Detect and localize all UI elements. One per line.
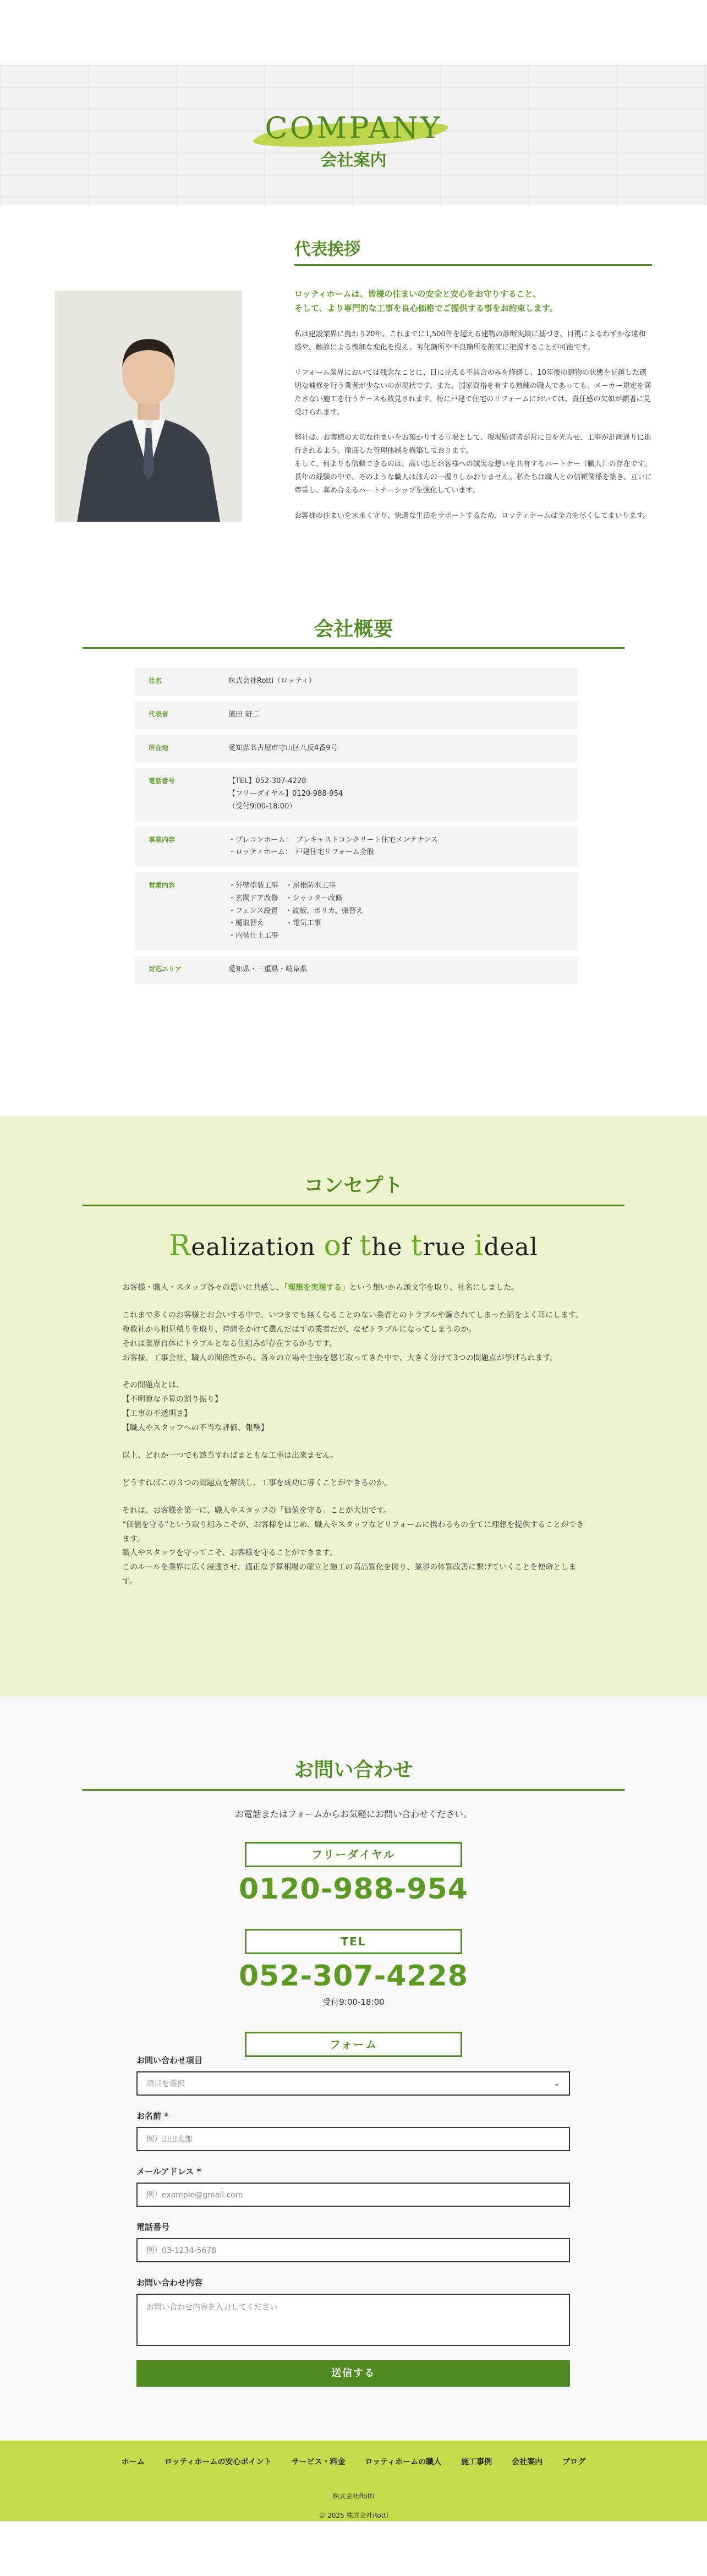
- chevron-down-icon: ⌄: [553, 2079, 560, 2088]
- site-header: [0, 0, 707, 65]
- submit-button[interactable]: 送信する: [136, 2360, 570, 2387]
- row-value: 【TEL】052-307-4228 【フリーダイヤル】0120-988-954 （受付9:00-18:00）: [228, 777, 343, 811]
- email-label: メールアドレス *: [136, 2167, 201, 2176]
- title-underline: [83, 647, 624, 649]
- slogan-initial: R: [169, 1229, 191, 1262]
- message-placeholder: お問い合わせ内容を入力してください: [146, 2303, 277, 2312]
- row-key: 営業内容: [149, 882, 176, 889]
- slogan-initial: t: [359, 1229, 372, 1262]
- slogan-word: he: [371, 1233, 411, 1261]
- person-portrait-image: [55, 291, 242, 522]
- footer-link-home[interactable]: ホーム: [121, 2458, 145, 2466]
- email-input[interactable]: [136, 2183, 570, 2207]
- contact-form: [136, 2054, 570, 2387]
- concept-paragraph: それは、お客様を第一に、職人やスタッフの「価値を守る」ことが大切です。 “価値を守る”という取り組みこそが、お客様をはじめ、職人やスタッフなどリフォームに携わるもの全てに理想を提供することができます。 職人やスタッフを守ってこそ、お客様を守ることができます。 このルールを業界に広く浸透させ、適正な予算相場の確立と施工の高品質化を図り、業界の体質改善に繋げていくことを使命とします。: [122, 1506, 584, 1587]
- table-row: [135, 701, 578, 729]
- phone-label: 電話番号: [136, 2222, 170, 2232]
- row-value: ・プレコンホーム： プレキャストコンクリート住宅メンテナンス ・ロッティホーム： 戸建住宅リフォーム全般: [228, 835, 438, 857]
- row-value: 濱田 研二: [228, 710, 260, 719]
- greeting-title: 代表挨拶: [294, 236, 652, 266]
- contact-section: [0, 1697, 707, 2441]
- concept-paragraph: これまで多くのお客様とお会いする中で、いつまでも無くなることのない業者とのトラブルや騙されてしまった話をよく耳にします。 複数社から相見積りを取り、時間をかけて選んだはずの業者だが、なぜトラブルになってしまうのか。 それは業界自体にトラブルとなる仕組みが存在するからです。 お客様、工事会社、職人の関係性から、各々の立場や主張を感じ取ってきた中で、大きく分けて3つの問題点が挙げられます。: [122, 1310, 584, 1363]
- intro-text: という想いから頭文字を取り、社名にしました。: [349, 1283, 519, 1292]
- title-underline: [83, 1205, 624, 1206]
- tel-number-link[interactable]: 052-307-4228: [239, 1960, 468, 1993]
- phone-placeholder: 例）03-1234-5678: [146, 2246, 217, 2255]
- footer-nav: [0, 2441, 707, 2467]
- slogan-initial: o: [324, 1229, 342, 1262]
- freedial-number-link[interactable]: 0120-988-954: [239, 1873, 468, 1906]
- concept-section: [0, 1116, 707, 1697]
- row-key: 対応エリア: [149, 965, 182, 973]
- slogan-word: f: [341, 1233, 360, 1261]
- row-value: 愛知県・三重県・岐阜県: [228, 965, 308, 973]
- table-row: [135, 827, 578, 867]
- intro-text: お客様・職人・スタッフ各々の思いに共感し、: [122, 1283, 284, 1292]
- row-key: 代表者: [149, 710, 169, 718]
- table-row: [135, 735, 578, 763]
- inquiry-item-label: お問い合わせ項目: [136, 2055, 203, 2065]
- email-placeholder: 例）example@gmail.com: [146, 2191, 243, 2200]
- footer-link-blog[interactable]: ブログ: [562, 2458, 586, 2466]
- table-row: [135, 956, 578, 984]
- concept-paragraph: どうすればこの３つの問題点を解決し、工事を成功に導くことができるのか。: [122, 1478, 392, 1487]
- overview-table: [135, 668, 578, 989]
- footer-link-craftsmen[interactable]: ロッティホームの職人: [365, 2458, 442, 2466]
- select-value: 項目を選択: [146, 2080, 185, 2088]
- row-value: 株式会社Rotti（ロッティ）: [228, 677, 316, 685]
- message-textarea[interactable]: [136, 2294, 570, 2346]
- footer-link-service[interactable]: サービス・料金: [291, 2458, 346, 2466]
- slogan-initial: i: [474, 1229, 484, 1262]
- footer-link-company[interactable]: 会社案内: [512, 2458, 543, 2466]
- form-label: フォーム: [245, 2032, 462, 2057]
- slogan-word: deal: [484, 1233, 538, 1261]
- concept-body: [122, 1281, 584, 1603]
- business-hours: 受付9:00-18:00: [322, 1997, 385, 2007]
- concept-paragraph: その問題点とは、 【不明瞭な予算の割り振り】 【工事の不透明さ】 【職人やスタッフへの不当な評価、報酬】: [122, 1381, 268, 1433]
- freedial-label: フリーダイヤル: [245, 1842, 462, 1867]
- hero-banner: [0, 65, 707, 205]
- slogan-word: rue: [423, 1233, 474, 1261]
- table-row: [135, 768, 578, 821]
- inquiry-item-select[interactable]: [136, 2071, 570, 2096]
- name-input[interactable]: [136, 2127, 570, 2151]
- representative-photo: [55, 291, 242, 522]
- copyright: © 2025 株式会社Rotti: [319, 2512, 388, 2519]
- tel-label: TEL: [245, 1929, 462, 1954]
- greeting-lead: ロッティホームは、皆様の住まいの安全と安心をお守りすること、 そして、より専門的な工事を良心価格でご提供する事をお約束します。: [294, 289, 558, 314]
- greeting-paragraph: 私は建設業界に携わり20年、これまでに1,500件を超える建物の診断実績に基づき、目視によるわずかな違和感や、触診による微細な変化を捉え、劣化箇所や不良箇所を的確に把握することが可能です。: [294, 330, 646, 352]
- greeting-section: [0, 205, 707, 596]
- row-key: 事業内容: [149, 835, 176, 844]
- concept-intro: [122, 1281, 584, 1295]
- hero-title-en: COMPANY: [265, 111, 442, 145]
- greeting-paragraph: お客様の住まいを末永く守り、快適な生活をサポートするため、ロッティホームは全力を尽くしてまいります。: [294, 512, 650, 521]
- name-placeholder: 例）山田太郎: [146, 2135, 193, 2144]
- message-label: お問い合わせ内容: [136, 2278, 203, 2288]
- footer-company-name: 株式会社Rotti: [332, 2492, 375, 2500]
- concept-title: コンセプト: [304, 1174, 403, 1197]
- row-key: 電話番号: [149, 777, 176, 785]
- title-underline: [83, 1789, 624, 1791]
- slogan-word: ealization: [191, 1233, 324, 1261]
- name-label: お名前 *: [136, 2111, 169, 2121]
- row-value: 愛知県名古屋市守山区八反4番9号: [228, 743, 338, 752]
- company-overview-section: [0, 596, 707, 1116]
- overview-title: 会社概要: [314, 618, 393, 641]
- table-row: [135, 668, 578, 696]
- contact-title: お問い合わせ: [294, 1759, 413, 1781]
- hero-title-ja: 会社案内: [320, 151, 387, 170]
- row-key: 所在地: [149, 743, 169, 752]
- footer-link-works[interactable]: 施工事例: [461, 2458, 492, 2466]
- concept-slogan: [0, 1229, 707, 1262]
- intro-highlight: 「理想を実現する」: [284, 1283, 349, 1292]
- greeting-paragraph: 弊社は、お客様の大切な住まいをお預かりする立場として、現場監督者が常に目を光らせ、工事が計画通りに進行されるよう、徹底した管理体制を構築しております。 そして、何よりも信頼できるのは、高い志とお客様への誠実な想いを共有するパートナー（職人）の存在です。長年の経験の中で、そのような職人はほんの一握りしかおりません。私たちは職人との信頼関係を築き、互いに尊重し、高め合えるパートナーシップを強化しています。: [294, 433, 653, 495]
- table-row: [135, 872, 578, 950]
- concept-paragraph: 以上、どれか一つでも該当すればまともな工事は出来ません。: [122, 1451, 338, 1461]
- footer-link-safety[interactable]: ロッティホームの安心ポイント: [164, 2458, 272, 2466]
- row-value: ・外壁塗装工事 ・屋根防水工事 ・玄関ドア改修 ・シャッター改修 ・フェンス設置 ・波板、ポリカ、張替え ・樋取替え ・電気工事 ・内装仕上工事: [228, 882, 364, 940]
- contact-intro: お電話またはフォームからお気軽にお問い合わせください。: [234, 1809, 473, 1819]
- greeting-paragraph: リフォーム業界においては残念なことに、目に見える不具合のみを修繕し、10年後の建物の状態を見越した適切な補修を行う業者が少ないのが現状です。また、国家資格を有する熟練の職人であっても、メーカー規定を満たさない施工を行うケースも散見されます。特に戸建て住宅のリフォームにおいては、責任感の欠如が顕著に見受けられます。: [294, 368, 651, 417]
- slogan-initial: t: [410, 1229, 423, 1262]
- row-key: 社名: [149, 677, 162, 685]
- phone-input[interactable]: [136, 2238, 570, 2262]
- site-footer: [0, 2441, 707, 2521]
